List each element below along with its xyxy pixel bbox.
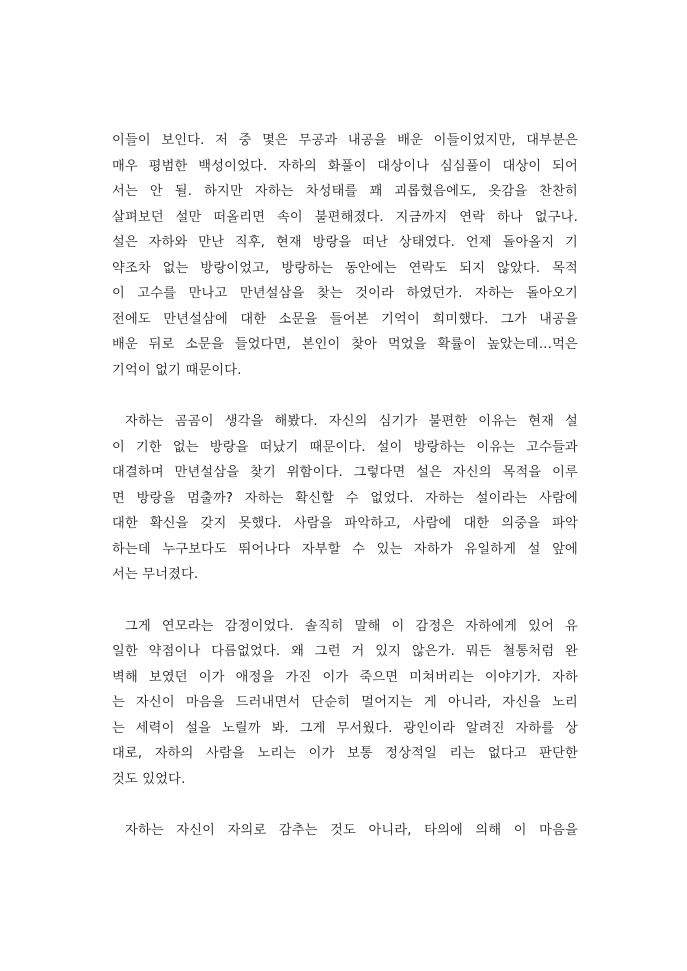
text-line: 하는데 누구보다도 뛰어나다 자부할 수 있는 자하가 유일하게 설 앞에 bbox=[112, 541, 578, 557]
text-line: 자하는 자신이 자의로 감추는 것도 아니라, 타의에 의해 이 마음을 bbox=[125, 823, 578, 838]
text-line: 약조차 없는 방랑이었고, 방랑하는 동안에는 연락도 되지 않았다. 목적 bbox=[112, 260, 578, 276]
text-line: 대결하며 만년설삼을 찾기 위함이다. 그렇다면 설은 자신의 목적을 이루 bbox=[112, 465, 578, 480]
text-line: 이들이 보인다. 저 중 몇은 무공과 내공을 배운 이들이었지만, 대부분은 bbox=[112, 133, 578, 148]
text-body bbox=[112, 128, 578, 844]
text-line: 이 기한 없는 방랑을 떠났기 때문이다. 설이 방랑하는 이유는 고수들과 bbox=[112, 439, 578, 455]
text-line: 일한 약점이나 다름없었다. 왜 그런 거 있지 않은가. 뭐든 철통처럼 완 bbox=[112, 644, 578, 659]
text-line: 는 자신이 마음을 드러내면서 단순히 멀어지는 게 아니라, 자신을 노리 bbox=[112, 695, 578, 710]
paragraph-2 bbox=[112, 409, 578, 588]
paragraph-gap bbox=[112, 383, 578, 409]
text-line: 이 고수를 만나고 만년설삼을 찾는 것이라 하였던가. 자하는 돌아오기 bbox=[112, 286, 578, 301]
text-line: 서는 안 될. 하지만 자하는 차성태를 꽤 괴롭혔음에도, 옷감을 찬찬히 bbox=[112, 184, 578, 199]
text-line: 기억이 없기 때문이다. bbox=[112, 362, 242, 378]
paragraph-gap bbox=[112, 792, 578, 818]
text-line: 는 세력이 설을 노릴까 봐. 그게 무서웠다. 광인이라 알려진 자하를 상 bbox=[112, 720, 578, 736]
paragraph-4 bbox=[112, 818, 578, 844]
text-line: 살펴보던 설만 떠올리면 속이 불편해졌다. 지금까지 연락 하나 없구나. bbox=[112, 209, 578, 225]
text-line: 설은 자하와 만난 직후, 현재 방랑을 떠난 상태였다. 언제 돌아올지 기 bbox=[112, 235, 578, 250]
text-line: 대한 확신을 갖지 못했다. 사람을 파악하고, 사람에 대한 의중을 파악 bbox=[112, 516, 578, 531]
text-line: 벽해 보였던 이가 애정을 가진 이가 죽으면 미쳐버리는 이야기가. 자하 bbox=[112, 669, 578, 685]
text-line: 서는 무너졌다. bbox=[112, 567, 199, 582]
text-line: 면 방랑을 멈출까? 자하는 확신할 수 없었다. 자하는 설이라는 사람에 bbox=[112, 490, 578, 506]
text-line: 배운 뒤로 소문을 들었다면, 본인이 찾아 먹었을 확률이 높았는데…먹은 bbox=[112, 337, 578, 352]
paragraph-gap bbox=[112, 588, 578, 614]
text-line: 매우 평범한 백성이었다. 자하의 화풀이 대상이나 심심풀이 대상이 되어 bbox=[112, 158, 578, 174]
text-line: 대로, 자하의 사람을 노리는 이가 보통 정상적일 리는 없다고 판단한 bbox=[112, 746, 578, 761]
text-line: 전에도 만년설삼에 대한 소문을 들어본 기억이 희미했다. 그가 내공을 bbox=[112, 311, 578, 327]
paragraph-3 bbox=[112, 614, 578, 793]
paragraph-1 bbox=[112, 128, 578, 383]
text-line: 것도 있었다. bbox=[112, 771, 186, 787]
text-line: 그게 연모라는 감정이었다. 솔직히 말해 이 감정은 자하에게 있어 유 bbox=[125, 618, 578, 634]
text-line: 자하는 곰곰이 생각을 해봤다. 자신의 심기가 불편한 이유는 현재 설 bbox=[125, 414, 578, 429]
